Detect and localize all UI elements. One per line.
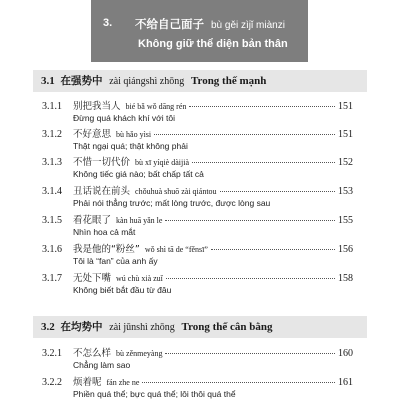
entry-title-zh: 我是他的“粉丝” [73,244,140,255]
dot-leader [189,106,335,107]
entry-number: 3.2.2 [42,377,62,388]
entry-pinyin: chǒuhuà shuō zài qiántou [135,187,217,196]
entry-number: 3.2.1 [42,348,62,359]
section-number: 3.2 [41,321,55,333]
entry-number: 3.1.3 [42,157,62,168]
entry-title-zh: 丑话说在前头 [73,186,131,197]
entry-pinyin: kàn huā yǎn le [116,216,163,225]
entry-page: 155 [338,215,353,226]
dot-leader [165,220,335,221]
entry-pinyin: wǒ shì tā de “fěnsī” [144,245,208,254]
entry-number: 3.1.1 [42,101,62,112]
entry-pinyin: bù zěnmeyàng [116,349,163,358]
entry-title-zh: 不惜一切代价 [73,157,131,168]
toc-entry[interactable] [42,154,353,179]
section-header-3-2 [33,316,367,338]
chapter-number: 3. [103,17,113,29]
section-title-pinyin: zài jūnshì zhōng [109,322,175,333]
entry-translation: Chẳng làm sao [73,360,131,370]
entry-pinyin: fán zhe ne [106,378,140,387]
dot-leader [220,191,335,192]
entry-title-zh: 无处下嘴 [73,273,112,284]
section-number: 3.1 [41,75,55,87]
section-title-zh: 在强势中 [60,75,103,87]
entry-title-zh: 别把我当人 [73,101,121,112]
chapter-subtitle: Không giữ thể diện bản thân [138,38,288,50]
toc-entry[interactable] [42,183,353,208]
entry-page: 158 [338,273,353,284]
dot-leader [142,382,335,383]
section-title-vi: Trong thế mạnh [190,75,267,87]
dot-leader [166,278,335,279]
entry-title-zh: 看花眼了 [73,215,112,226]
entry-pinyin: bié bǎ wǒ dāng rén [125,102,187,111]
entry-pinyin: bù hǎo yìsi [116,130,152,139]
entry-pinyin: bù xī yíqiè dàijià [135,158,190,167]
entry-page: 156 [338,244,353,255]
entry-title-zh: 烦着呢 [73,377,102,388]
entry-number: 3.1.7 [42,273,62,284]
section-title-vi: Trong thế cân bằng [181,321,273,333]
toc-entry[interactable] [42,98,353,123]
dot-leader [211,249,335,250]
section-header-3-1 [33,70,367,92]
entry-translation: Thật ngại quá; thật không phải [73,141,188,151]
entry-number: 3.1.4 [42,186,62,197]
entry-translation: Phải nói thẳng trước; mất lòng trước, được lòng sau [73,198,271,208]
entry-number: 3.1.6 [42,244,62,255]
section-title-zh: 在均势中 [60,321,103,333]
chapter-title [135,16,285,32]
entry-page: 152 [338,157,353,168]
toc-entry[interactable] [42,270,353,295]
entry-translation: Tôi là “fan” của anh ấy [73,256,158,266]
entry-translation: Đừng quá khách khí với tôi [73,113,175,123]
toc-entry[interactable] [42,212,353,237]
section-title-pinyin: zài qiángshì zhōng [109,76,185,87]
toc-entry[interactable] [42,345,353,370]
toc-entry[interactable] [42,374,353,399]
dot-leader [192,162,335,163]
chapter-title-zh: 不给自己面子 [135,17,204,31]
entry-page: 161 [338,377,353,388]
entry-translation: Không tiếc giá nào; bất chấp tất cả [73,169,204,179]
entry-number: 3.1.5 [42,215,62,226]
toc-entry[interactable] [42,126,353,151]
entry-translation: Nhìn hoa cả mắt [73,227,136,237]
entry-page: 151 [338,101,353,112]
entry-title-zh: 不好意思 [73,129,112,140]
entry-translation: Không biết bắt đầu từ đâu [73,285,172,295]
entry-title-zh: 不怎么样 [73,348,112,359]
entry-translation: Phiền quá thể; bực quá thể; lôi thôi quá thể [73,389,236,399]
entry-page: 160 [338,348,353,359]
dot-leader [154,134,335,135]
chapter-banner [91,0,308,62]
dot-leader [165,353,335,354]
entry-pinyin: wú chù xià zuǐ [116,274,163,283]
toc-entry[interactable] [42,241,353,266]
entry-number: 3.1.2 [42,129,62,140]
chapter-title-pinyin: bù gěi zìjǐ miànzi [211,20,285,31]
entry-page: 153 [338,186,353,197]
entry-page: 151 [338,129,353,140]
